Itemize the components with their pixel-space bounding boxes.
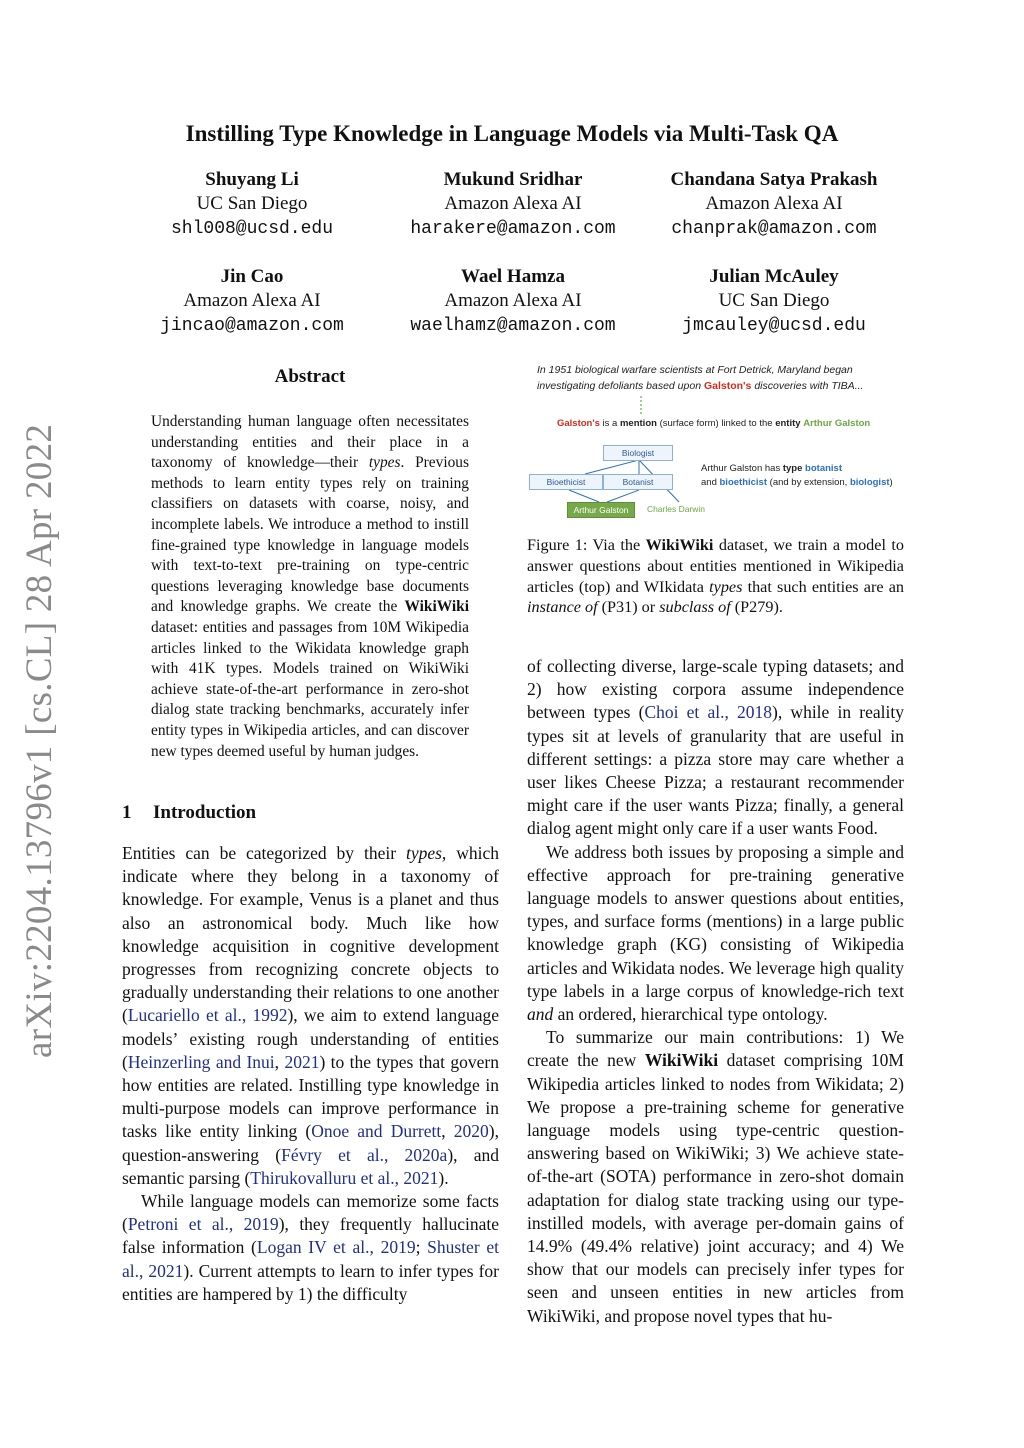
author-affiliation: Amazon Alexa AI: [705, 193, 843, 214]
paragraph: [527, 655, 904, 841]
text-run: of collecting diverse, large-scale typing datasets; and 2) how existing corpora assume independence between types (: [527, 656, 904, 723]
text-run: Entities can be categorized by their: [122, 843, 406, 863]
paragraph: [122, 1190, 499, 1306]
arxiv-identifier: arXiv:2204.13796v1 [cs.CL] 28 Apr 2022: [19, 423, 60, 1058]
author-affiliation: UC San Diego: [718, 290, 830, 311]
note-text: (and by extension,: [767, 477, 850, 488]
text-run: ), and semantic parsing (: [122, 1144, 499, 1188]
note-line: [701, 462, 911, 476]
abstract-text-part: . Previous methods to learn entity types rely on training classifiers on datasets with coarse, noisy, and incomplete labels. We introduce a method to instill fine-grained type knowledge in language models with text-to-text pre-training on type-centric questions leveraging knowledge base documents and knowledge graphs. We create the: [151, 454, 469, 616]
text-run: (P31) or: [597, 598, 660, 617]
author-name: Chandana Satya Prakash: [670, 169, 878, 190]
author: [383, 168, 643, 242]
author-email: chanprak@amazon.com: [671, 219, 877, 239]
paragraph: [122, 842, 499, 1190]
italic-text: types: [405, 843, 442, 863]
note-type: botanist: [805, 463, 842, 474]
author-affiliation: Amazon Alexa AI: [444, 193, 582, 214]
text-run: ). Current attempts to learn to infer types for entities are hampered by 1) the difficulty: [122, 1260, 499, 1304]
citation-link[interactable]: Shuster et al., 2021: [122, 1237, 499, 1281]
edge-botanist-galston: [607, 490, 639, 502]
citation-link[interactable]: 2020: [453, 1121, 489, 1142]
text-run: ), question-answering (: [122, 1121, 499, 1165]
text-run: dataset, we train a model to answer questions about entities mentioned in Wikipedia articles (top) and WIkidata: [527, 536, 904, 596]
author: [122, 265, 382, 339]
mention-text: (surface form) linked to the: [656, 418, 776, 429]
section-title: Introduction: [153, 802, 257, 823]
figure-1: [527, 362, 904, 527]
author-block: [122, 168, 904, 362]
author-row: [122, 265, 904, 339]
note-text: ): [889, 477, 893, 488]
note-bold: type: [782, 463, 803, 474]
citation-link[interactable]: Onoe and Durrett: [311, 1121, 442, 1142]
citation-link[interactable]: Lucariello et al., 1992: [127, 1005, 288, 1026]
abstract-heading: Abstract: [274, 366, 346, 387]
left-column: [122, 842, 499, 1306]
citation-link[interactable]: 2021: [284, 1051, 320, 1072]
text-run: Figure 1: Via the: [527, 536, 646, 554]
author-email: jmcauley@ucsd.edu: [682, 316, 866, 336]
text-run: ), we aim to extend language models’ existing rough understanding of entities (: [122, 1005, 499, 1072]
edge-bioethicist-galston: [569, 490, 599, 502]
abstract-emphasis: types: [368, 454, 401, 472]
node-arthur-galston: Arthur Galston: [567, 502, 635, 518]
right-column: [527, 655, 904, 1328]
author: [644, 168, 904, 242]
text-run: , which indicate where they belong in a taxonomy of knowledge. For example, Venus is a planet and thus also an astronomical body. Much like how knowledge acquisition in cognitive development progresses from recognizing concrete objects to gradually understanding their relations to one another (: [122, 843, 499, 1026]
section-number: 1: [122, 802, 132, 823]
text-run: ), while in reality types sit at levels of granularity that are useful in different settings: a pizza store may care whether a user likes Cheese Pizza; a restaurant recommender might care if the user wants Pizza; finally, a general dialog agent might only care if a user wants Food.: [527, 702, 904, 839]
quote-mention: Galston's: [703, 380, 752, 392]
note-line: [701, 476, 911, 490]
author-name: Shuyang Li: [205, 169, 299, 190]
text-run: While language models can memorize some facts (: [122, 1191, 499, 1235]
citation-link[interactable]: Petroni et al., 2019: [127, 1214, 279, 1235]
citation-link[interactable]: Heinzerling and Inui: [127, 1051, 275, 1072]
author: [383, 265, 643, 339]
section-heading: [122, 802, 256, 824]
italic-text: types: [709, 577, 743, 596]
text-run: ;: [415, 1237, 428, 1258]
italic-text: subclass of: [659, 598, 731, 617]
author-email: waelhamz@amazon.com: [410, 316, 616, 336]
node-bioethicist: Bioethicist: [529, 474, 603, 490]
author: [122, 168, 382, 242]
figure-caption: [527, 535, 904, 618]
author-email: shl008@ucsd.edu: [170, 219, 334, 239]
text-run: (P279).: [730, 598, 783, 617]
bold-text: WikiWiki: [645, 536, 714, 554]
author: [644, 265, 904, 339]
author-row: [122, 168, 904, 242]
node-biologist: Biologist: [603, 445, 673, 461]
mention-bold: mention: [619, 418, 657, 429]
text-run: that such entities are an: [742, 577, 904, 596]
mention-entity: Arthur Galston: [803, 418, 871, 429]
author-name: Julian McAuley: [709, 266, 839, 287]
text-run: an ordered, hierarchical type ontology.: [553, 1004, 828, 1025]
text-run: dataset comprising 10M Wikipedia articles linked to nodes from Wikidata; 2) We propose a pre-training scheme for generative language models using type-centric question-answering based on WikiWiki; 3) We achieve state-of-the-art (SOTA) performance in zero-shot domain adaptation for dialog state tracking using our type-instilled models, with average per-domain gains of 14.9% (49.4% relative) joint accuracy; and 4) We show that our models can precisely infer types for seen and unseen entities in new articles from WikiWiki, and propose novel types that hu-: [527, 1050, 904, 1326]
paragraph: [527, 841, 904, 1027]
italic-text: and: [527, 1004, 554, 1025]
quote-text: discoveries with TIBA...: [751, 380, 864, 392]
author-email: harakere@amazon.com: [410, 219, 616, 239]
figure-type-note: [701, 462, 911, 490]
quote-text: investigating defoliants based upon: [537, 380, 704, 392]
text-run: ).: [438, 1167, 449, 1188]
citation-link[interactable]: Thirukovalluru et al., 2021: [250, 1167, 439, 1188]
author-affiliation: Amazon Alexa AI: [183, 290, 321, 311]
text-run: ,: [441, 1121, 454, 1142]
citation-link[interactable]: Choi et al., 2018: [644, 702, 773, 723]
mention-surface: Galston's: [557, 418, 600, 429]
citation-link[interactable]: Logan IV et al., 2019: [256, 1237, 416, 1258]
abstract-text-part: Understanding human language often necessitates understanding entities and their place in a taxonomy of knowledge—their: [151, 413, 469, 472]
text-run: We address both issues by proposing a simple and effective approach for pre-training generative language models to answer questions about entities, types, and surface forms (mentions) in a large public knowledge graph (KG) consisting of Wikipedia articles and Wikidata nodes. We leverage high quality type labels in a large corpus of knowledge-rich text: [527, 841, 904, 1001]
mention-bold: entity: [775, 418, 801, 429]
author-name: Mukund Sridhar: [443, 169, 583, 190]
text-run: To summarize our main contributions: 1) We create the new: [527, 1027, 904, 1071]
author-email: jincao@amazon.com: [160, 316, 344, 336]
author-affiliation: UC San Diego: [196, 193, 308, 214]
paragraph: [527, 1026, 904, 1328]
text-run: ), they frequently hallucinate false information (: [122, 1214, 499, 1258]
edge-biologist-bioethicist: [585, 460, 639, 474]
text-run: ,: [274, 1051, 285, 1072]
abstract-text-part: dataset: entities and passages from 10M Wikipedia articles linked to the Wikidata knowledge graph with 41K types. Models trained on WikiWiki achieve state-of-the-art performance in zero-shot dialog state tracking benchmarks, accurately infer entity types in Wikipedia articles, and can discover new types deemed useful by human judges.: [151, 618, 469, 760]
dataset-name: WikiWiki: [404, 598, 469, 616]
note-text: Arthur Galston has: [701, 463, 783, 474]
author-name: Jin Cao: [220, 266, 284, 287]
note-type: bioethicist: [719, 477, 768, 488]
note-type: biologist: [849, 477, 890, 488]
note-text: and: [701, 477, 720, 488]
figure-mention-line: [557, 418, 897, 429]
author-name: Wael Hamza: [461, 266, 565, 287]
citation-link[interactable]: Févry et al., 2020a: [281, 1144, 448, 1165]
italic-text: instance of: [527, 598, 598, 617]
bold-text: WikiWiki: [644, 1050, 719, 1071]
author-affiliation: Amazon Alexa AI: [444, 290, 582, 311]
text-run: ) to the types that govern how entities are related. Instilling type knowledge in multi-purpose models can improve performance in tasks like entity linking (: [122, 1051, 499, 1142]
quote-line: In 1951 biological warfare scientists at Fort Detrick, Maryland began: [537, 364, 853, 376]
node-charles-darwin: Charles Darwin: [646, 504, 706, 514]
abstract-text: [151, 412, 469, 762]
paper-title: Instilling Type Knowledge in Language Models via Multi-Task QA: [185, 121, 839, 146]
node-botanist: Botanist: [603, 474, 673, 490]
mention-text: is a: [599, 418, 620, 429]
